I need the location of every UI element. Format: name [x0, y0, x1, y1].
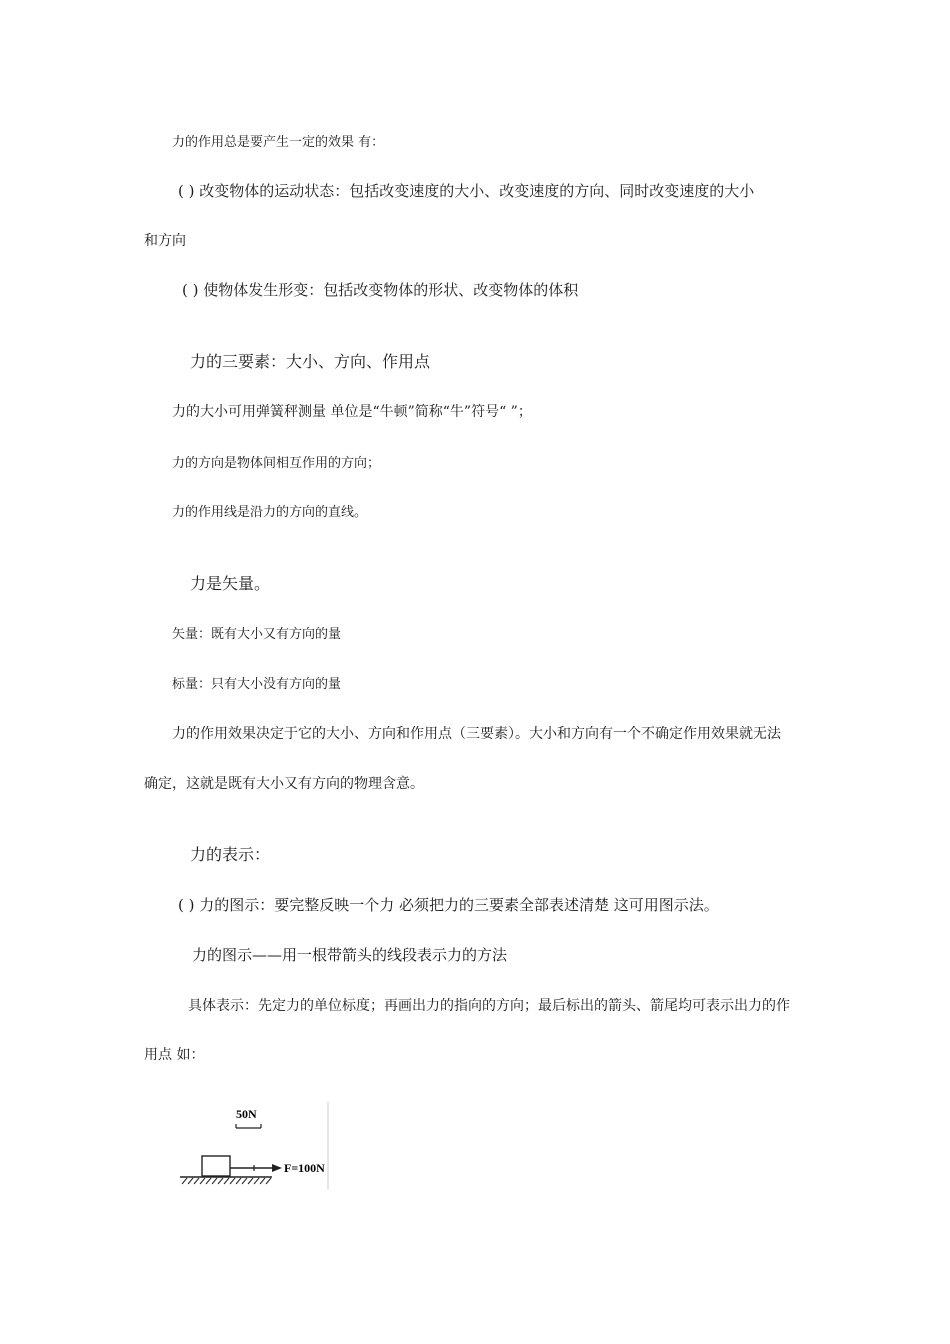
scale-bar [236, 1124, 261, 1128]
force-diagram [178, 1100, 338, 1192]
force-arrow [230, 1164, 282, 1172]
text-line: 确定，这就是既有大小又有方向的物理含意。 [144, 776, 424, 792]
section-heading: 力的表示： [190, 845, 271, 864]
text-line: ( ) 改变物体的运动状态：包括改变速度的大小、改变速度的方向、同时改变速度的大小 [178, 182, 755, 200]
ground [180, 1177, 272, 1184]
text-line: 矢量：既有大小又有方向的量 [172, 627, 342, 642]
text-line: 力的作用线是沿力的方向的直线。 [172, 505, 368, 520]
text-line: 力的作用效果决定于它的大小、方向和作用点（三要素）。大小和方向有一个不确定作用效果就无法 [172, 726, 781, 742]
text-line: 具体表示：先定力的单位标度；再画出力的指向的方向；最后标出的箭头、箭尾均可表示出力的作 [188, 998, 790, 1014]
text-line: 力的方向是物体间相互作用的方向； [172, 456, 381, 471]
force-diagram-svg [178, 1100, 338, 1192]
text-line: ( ) 力的图示：要完整反映一个力 必须把力的三要素全部表述清楚 这可用图示法。 [178, 896, 719, 914]
text-line: 用点 如： [144, 1047, 205, 1063]
block [202, 1156, 230, 1176]
text-line: ( ) 使物体发生形变：包括改变物体的形状、改变物体的体积 [182, 281, 579, 299]
text-line: 力的图示——用一根带箭头的线段表示力的方法 [192, 946, 508, 964]
force-label: F=100N [284, 1161, 325, 1175]
text-line: 力的作用总是要产生一定的效果 有： [172, 135, 385, 150]
text-line: 标量：只有大小没有方向的量 [172, 677, 342, 692]
scale-label: 50N [236, 1107, 257, 1121]
text-line: 和方向 [144, 233, 186, 249]
text-line: 力的大小可用弹簧秤测量 单位是“牛顿”简称“牛”符号“ ”； [172, 404, 532, 420]
section-heading: 力是矢量。 [190, 574, 271, 593]
section-heading: 力的三要素：大小、方向、作用点 [190, 352, 431, 371]
